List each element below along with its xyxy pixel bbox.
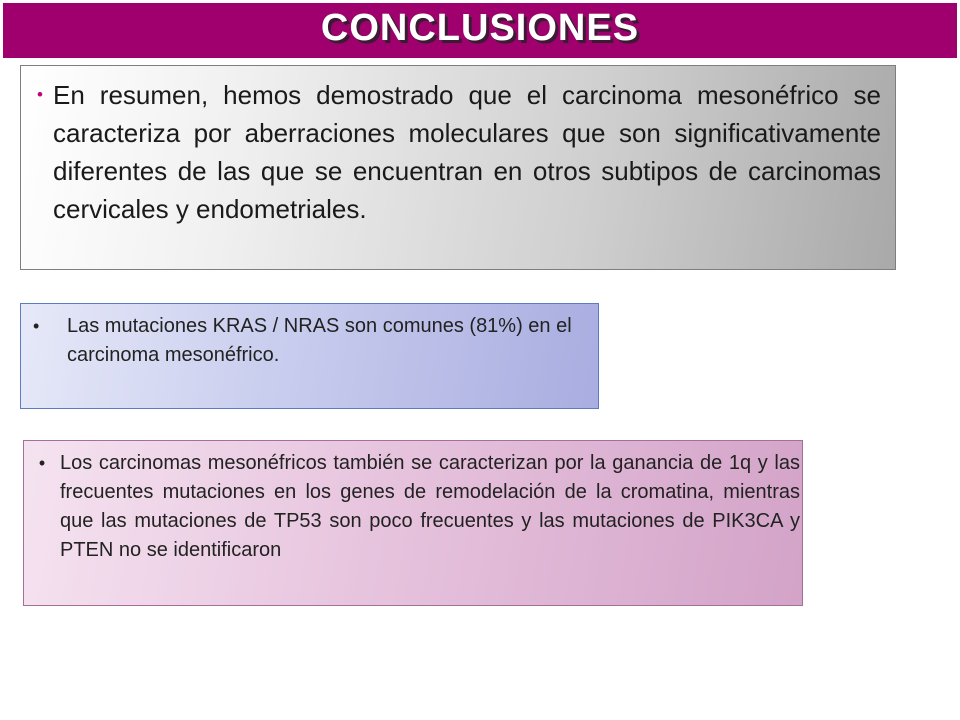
genomic-features-box [23,440,803,606]
bullet-icon: • [38,453,46,473]
summary-text: En resumen, hemos demostrado que el carcinoma mesonéfrico se caracteriza por aberraciones moleculares que son significativamente diferentes de las que se encuentran en otros subtipos de carcinomas cervicales y endometriales. [53,80,881,224]
kras-nras-text: Las mutaciones KRAS / NRAS son comunes (81%) en el carcinoma mesonéfrico. [67,315,572,366]
bullet-icon: • [37,85,43,104]
genomic-features-bullet-item [24,449,800,565]
summary-box [20,65,896,270]
slide-title: CONCLUSIONES [320,7,640,49]
kras-nras-box [20,303,599,409]
summary-bullet-item [37,76,881,228]
title-bar [3,3,957,58]
bullet-icon: • [33,316,40,336]
kras-nras-bullet-item [33,312,588,370]
genomic-features-text: Los carcinomas mesonéfricos también se caracterizan por la ganancia de 1q y las frecuentes mutaciones en los genes de remodelación de la cromatina, mientras que las mutaciones de TP53 son poco frecuentes y las mutaciones de PIK3CA y PTEN no se identificaron [60,452,800,561]
